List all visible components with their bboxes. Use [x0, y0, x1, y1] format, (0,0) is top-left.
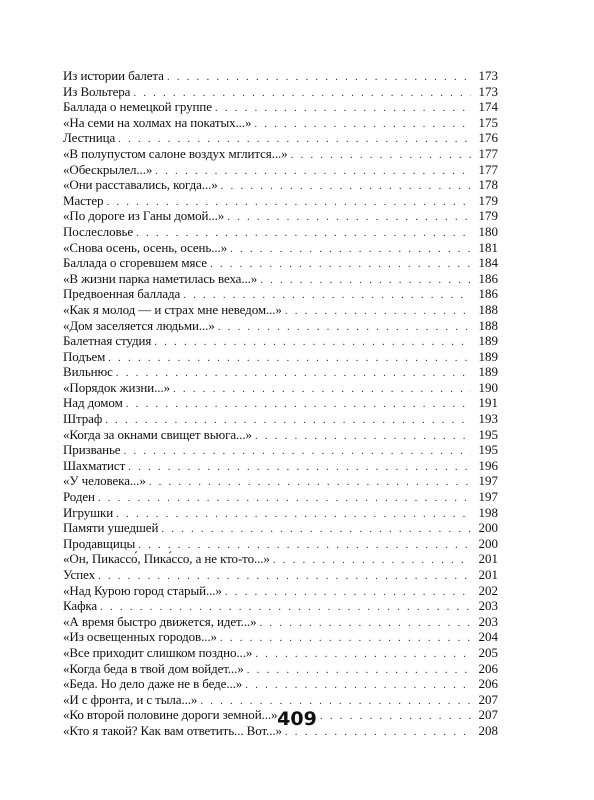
toc-entry	[63, 567, 498, 583]
dot-leader	[98, 491, 471, 507]
toc-entry-title: Памяти ушедшей	[63, 520, 159, 536]
toc-entry-page: 206	[478, 676, 498, 692]
toc-entry-page: 184	[478, 255, 498, 271]
dot-leader	[247, 663, 471, 679]
toc-entry-title: Вильнюс	[63, 364, 113, 380]
toc-entry-page: 173	[478, 68, 498, 83]
toc-entry	[63, 505, 498, 521]
toc-entry-page: 198	[478, 504, 498, 520]
toc-entry-title: «Снова осень, осень, осень...»	[63, 239, 228, 255]
toc-entry	[63, 68, 498, 84]
dot-leader	[123, 444, 471, 460]
toc-entry-title: «И с фронта, и с тыла...»	[63, 691, 198, 707]
toc-entry	[63, 551, 498, 567]
toc-entry-title: Продавщицы	[63, 535, 136, 551]
toc-entry-page: 190	[478, 379, 498, 395]
dot-leader	[255, 429, 471, 445]
toc-entry-title: Роден	[63, 489, 95, 505]
dot-leader	[245, 678, 471, 694]
dot-leader	[260, 616, 472, 632]
toc-entry-title: Шахматист	[63, 457, 126, 473]
toc-entry-page: 207	[478, 691, 498, 707]
toc-entry-page: 186	[478, 270, 498, 286]
toc-entry-page: 179	[478, 192, 498, 208]
toc-entry	[63, 520, 498, 536]
toc-entry-page: 189	[478, 364, 498, 380]
toc-entry-title: Из Вольтера	[63, 83, 131, 99]
toc-entry	[63, 193, 498, 209]
dot-leader	[285, 304, 471, 320]
toc-entry	[63, 115, 498, 131]
toc-entry	[63, 442, 498, 458]
toc-entry-page: 204	[478, 629, 498, 645]
toc-entry-title: Кафка	[63, 598, 98, 614]
dot-leader	[220, 631, 471, 647]
toc-entry	[63, 271, 498, 287]
toc-entry-page: 188	[478, 301, 498, 317]
toc-entry-page: 177	[478, 161, 498, 177]
dot-leader	[227, 210, 471, 226]
toc-entry-page: 181	[478, 239, 498, 255]
dot-leader	[218, 320, 471, 336]
toc-entry	[63, 645, 498, 661]
toc-entry-page: 206	[478, 660, 498, 676]
toc-entry-page: 203	[478, 598, 498, 614]
toc-entry	[63, 162, 498, 178]
toc-entry-title: «А время быстро движется, идет...»	[63, 613, 257, 629]
dot-leader	[128, 460, 471, 476]
page-number: 409	[277, 708, 317, 730]
toc-entry-title: Штраф	[63, 411, 103, 427]
toc-entry-title: «Когда беда в твой дом войдет...»	[63, 660, 244, 676]
toc-entry	[63, 380, 498, 396]
toc-entry-title: «Они расставались, когда...»	[63, 177, 218, 193]
dot-leader	[230, 242, 471, 258]
dot-leader	[126, 397, 471, 413]
toc-entry-title: Лестница	[63, 130, 116, 146]
toc-entry-page: 207	[478, 707, 498, 723]
dot-leader	[173, 382, 471, 398]
toc-entry	[63, 583, 498, 599]
toc-entry-page: 195	[478, 426, 498, 442]
toc-entry-title: Баллада о немецкой группе	[63, 99, 212, 115]
toc-entry-title: «Когда за окнами свищет вьюга...»	[63, 426, 252, 442]
dot-leader	[225, 585, 471, 601]
dot-leader	[260, 273, 471, 289]
dot-leader	[291, 148, 471, 164]
dot-leader	[154, 335, 471, 351]
toc-entry-title: «Обескрылел...»	[63, 161, 153, 177]
toc-entry-title: «Над Курою город старый...»	[63, 582, 222, 598]
toc-entry-title: «У человека...»	[63, 473, 146, 489]
toc-entry	[63, 364, 498, 380]
toc-entry	[63, 661, 498, 677]
toc-entry-page: 173	[478, 83, 498, 99]
toc-entry	[63, 224, 498, 240]
toc-entry-title: Подъем	[63, 348, 106, 364]
dot-leader	[108, 351, 471, 367]
toc-entry-page: 186	[478, 286, 498, 302]
toc-entry-title: «Как я молод — и страх мне неведом...»	[63, 301, 282, 317]
toc-entry	[63, 177, 498, 193]
toc-entry	[63, 286, 498, 302]
toc-entry-page: 205	[478, 644, 498, 660]
toc-entry-title: «На семи на холмах на покатых...»	[63, 114, 252, 130]
toc-entry-title: «Все приходит слишком поздно...»	[63, 644, 253, 660]
toc-entry-page: 197	[478, 473, 498, 489]
toc-entry-title: Предвоенная баллада	[63, 286, 181, 302]
dot-leader	[167, 70, 471, 86]
toc-entry	[63, 146, 498, 162]
toc-entry-title: «Порядок жизни...»	[63, 379, 170, 395]
toc-entry-page: 202	[478, 582, 498, 598]
toc-entry-page: 203	[478, 613, 498, 629]
toc-entry-title: Игрушки	[63, 504, 114, 520]
toc-entry-title: «Ко второй половине дороги земной...»	[63, 707, 278, 723]
toc-entry-page: 188	[478, 317, 498, 333]
toc-entry	[63, 489, 498, 505]
toc-entry	[63, 349, 498, 365]
toc-entry	[63, 130, 498, 146]
toc-entry-title: Успех	[63, 567, 95, 582]
toc-entry-title: Послесловье	[63, 223, 134, 239]
toc-entry-title: «Беда. Но дело даже не в беде...»	[63, 676, 243, 692]
toc-entry	[63, 333, 498, 349]
toc-entry	[63, 629, 498, 645]
toc-entry	[63, 255, 498, 271]
toc-entry-title: Мастер	[63, 192, 104, 208]
toc-entry-page: 196	[478, 457, 498, 473]
toc-entry	[63, 411, 498, 427]
toc-entry-page: 195	[478, 442, 498, 458]
toc-entry	[63, 240, 498, 256]
toc-entry	[63, 84, 498, 100]
toc-entry	[63, 318, 498, 334]
toc-entry-title: Из истории балета	[63, 68, 164, 83]
toc-entry-page: 180	[478, 223, 498, 239]
toc-entry	[63, 473, 498, 489]
dot-leader	[255, 647, 471, 663]
dot-leader	[161, 522, 471, 538]
toc-entry-title: «По дороге из Ганы домой...»	[63, 208, 225, 224]
toc-entry-page: 174	[478, 99, 498, 115]
toc-entry-title: Призванье	[63, 442, 121, 458]
table-of-contents	[63, 68, 498, 739]
toc-entry-page: 200	[478, 520, 498, 536]
toc-entry-page: 201	[478, 551, 498, 567]
toc-entry-page: 177	[478, 145, 498, 161]
toc-entry	[63, 427, 498, 443]
toc-entry	[63, 302, 498, 318]
toc-entry-title: «Он, Пикассо́, Пика́ссо, а не кто-то...»	[63, 551, 270, 567]
toc-entry-page: 175	[478, 114, 498, 130]
toc-entry	[63, 536, 498, 552]
toc-entry	[63, 458, 498, 474]
toc-entry-title: Над домом	[63, 395, 123, 411]
toc-entry-title: Балетная студия	[63, 333, 152, 349]
dot-leader	[273, 553, 471, 569]
dot-leader	[149, 475, 471, 491]
toc-entry	[63, 395, 498, 411]
toc-entry-page: 189	[478, 333, 498, 349]
dot-leader	[254, 117, 471, 133]
toc-entry-title: «В полупустом салоне воздух мглится...»	[63, 145, 288, 161]
toc-entry-title: Баллада о сгоревшем мясе	[63, 255, 207, 271]
toc-entry-page: 176	[478, 130, 498, 146]
dot-leader	[221, 179, 471, 195]
dot-leader	[116, 507, 471, 523]
toc-entry	[63, 208, 498, 224]
toc-entry	[63, 676, 498, 692]
toc-entry-title: «В жизни парка наметилась веха...»	[63, 270, 258, 286]
toc-entry-page: 178	[478, 177, 498, 193]
toc-entry	[63, 614, 498, 630]
toc-entry-page: 189	[478, 348, 498, 364]
toc-entry-page: 200	[478, 535, 498, 551]
toc-entry-title: «Кто я такой? Как вам ответить... Вот...»	[63, 722, 282, 738]
toc-entry	[63, 598, 498, 614]
toc-entry-title: «Из освещенных городов...»	[63, 629, 217, 645]
toc-entry-page: 193	[478, 411, 498, 427]
toc-entry-page: 179	[478, 208, 498, 224]
toc-entry-page: 208	[478, 722, 498, 738]
toc-entry-page: 197	[478, 489, 498, 505]
toc-entry	[63, 692, 498, 708]
toc-entry-title: «Дом заселяется людьми...»	[63, 317, 215, 333]
toc-entry-page: 191	[478, 395, 498, 411]
toc-entry-page: 201	[478, 567, 498, 582]
toc-entry	[63, 99, 498, 115]
